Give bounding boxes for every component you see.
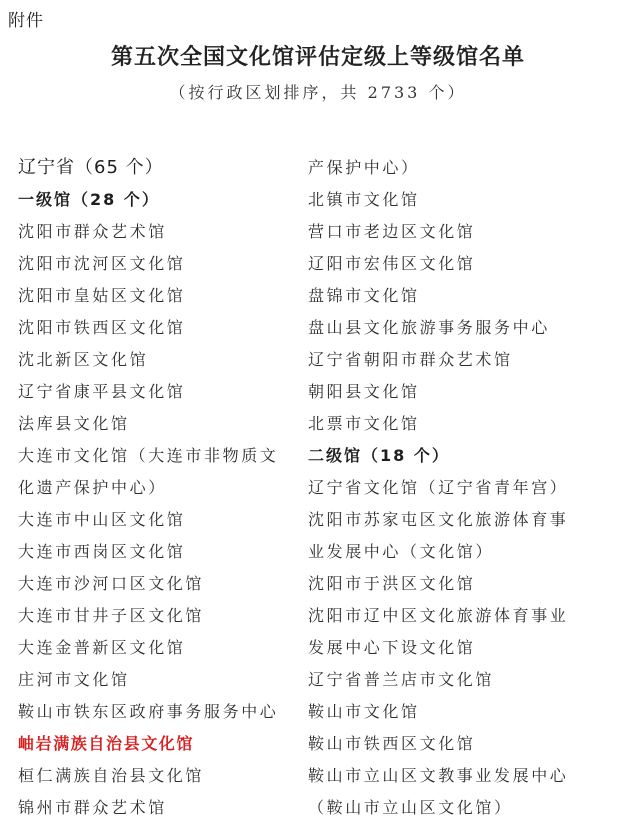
right-column	[308, 152, 628, 824]
document-title: 第五次全国文化馆评估定级上等级馆名单	[110, 45, 525, 70]
list-item: 化遗产保护中心）	[18, 478, 167, 497]
list-item: 辽宁省康平县文化馆	[18, 382, 186, 401]
list-item: 北镇市文化馆	[308, 190, 420, 209]
list-item: 庄河市文化馆	[18, 670, 130, 689]
list-item: 大连市文化馆（大连市非物质文	[18, 446, 279, 465]
attachment-label: 附件	[8, 11, 44, 31]
list-item: 辽宁省文化馆（辽宁省青年宫）	[308, 478, 569, 497]
list-item: 辽阳市宏伟区文化馆	[308, 254, 476, 273]
list-item: 沈阳市辽中区文化旅游体育事业	[308, 606, 569, 625]
list-item: 大连市西岗区文化馆	[18, 542, 186, 561]
left-column	[18, 152, 308, 824]
list-item: 北票市文化馆	[308, 414, 420, 433]
list-item: 鞍山市铁西区文化馆	[308, 734, 476, 753]
list-item: 大连金普新区文化馆	[18, 638, 186, 657]
list-item: 沈北新区文化馆	[18, 350, 149, 369]
list-item: 产保护中心）	[308, 158, 420, 177]
list-item: 盘山县文化旅游事务服务中心	[308, 318, 550, 337]
list-item: 辽宁省朝阳市群众艺术馆	[308, 350, 513, 369]
list-item: 大连市沙河口区文化馆	[18, 574, 205, 593]
list-item: 锦州市群众艺术馆	[18, 798, 167, 817]
list-item: 盘锦市文化馆	[308, 286, 420, 305]
level-heading-second-class: 二级馆（18 个）	[308, 446, 450, 465]
list-item: 大连市中山区文化馆	[18, 510, 186, 529]
list-item: 沈阳市于洪区文化馆	[308, 574, 476, 593]
list-item: 沈阳市铁西区文化馆	[18, 318, 186, 337]
list-item: 桓仁满族自治县文化馆	[18, 766, 205, 785]
list-item: 沈阳市沈河区文化馆	[18, 254, 186, 273]
list-item: 法库县文化馆	[18, 414, 130, 433]
list-item: 业发展中心（文化馆）	[308, 542, 495, 561]
list-item: 营口市老边区文化馆	[308, 222, 476, 241]
list-item-highlighted: 岫岩满族自治县文化馆	[18, 734, 195, 753]
list-item: （鞍山市立山区文化馆）	[308, 798, 513, 817]
list-item: 鞍山市铁东区政府事务服务中心	[18, 702, 279, 721]
list-item: 沈阳市皇姑区文化馆	[18, 286, 186, 305]
list-item: 鞍山市文化馆	[308, 702, 420, 721]
document-subtitle: （按行政区划排序，共 2733 个）	[169, 83, 467, 102]
province-heading: 辽宁省（65 个）	[18, 157, 164, 178]
list-item: 朝阳县文化馆	[308, 382, 420, 401]
list-item: 发展中心下设文化馆	[308, 638, 476, 657]
level-heading-first-class: 一级馆（28 个）	[18, 190, 160, 209]
list-item: 沈阳市群众艺术馆	[18, 222, 167, 241]
list-item: 鞍山市立山区文教事业发展中心	[308, 766, 569, 785]
list-item: 辽宁省普兰店市文化馆	[308, 670, 495, 689]
list-item: 沈阳市苏家屯区文化旅游体育事	[308, 510, 569, 529]
list-item: 大连市甘井子区文化馆	[18, 606, 205, 625]
